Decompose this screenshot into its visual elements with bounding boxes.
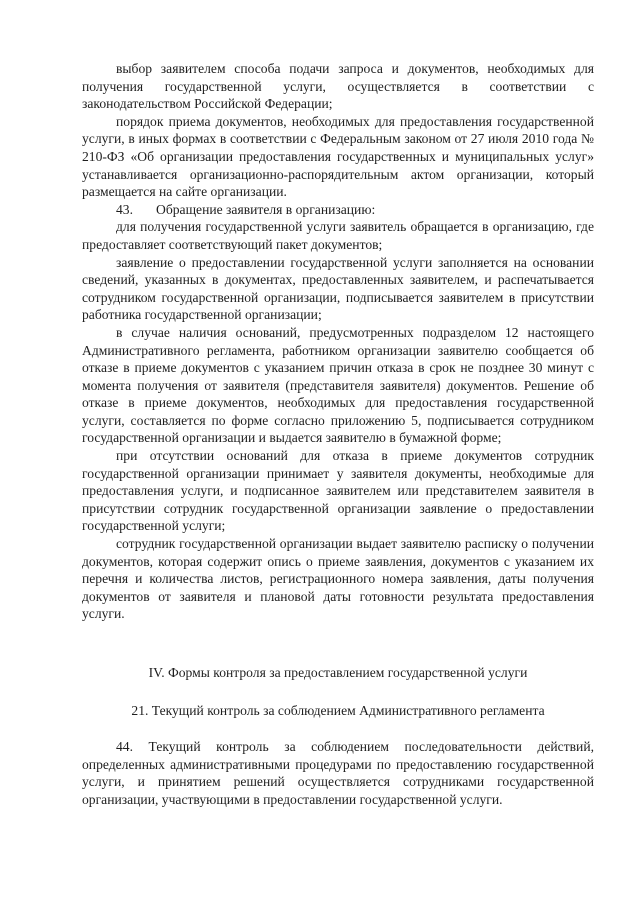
text-block-44 xyxy=(82,738,594,808)
paragraph-receipt: сотрудник государственной организации выдает заявителю расписку о получении документов, которая содержит опись о приеме заявления, документов с указанием их перечня и количества листов, регистрационного номера заявления, даты получения документов от заявителя и плановой даты готовности результата предоставления услуги. xyxy=(82,536,594,622)
paragraph-44: 44. Текущий контроль за соблюдением последовательности действий, определенных административными процедурами по предоставлению государственной услуги, и принятием решений осуществляется сотрудниками государственной организации, участвующими в предоставлении государственной услуги. xyxy=(82,739,594,807)
item-43-text: Обращение заявителя в организацию: xyxy=(156,201,376,217)
paragraph-no-grounds: при отсутствии оснований для отказа в приеме документов сотрудник государственной организации принимает у заявителя документы, необходимые для предоставления услуги, и подписанное заявителем или представителем заявителя в присутствии сотрудник государственной организации заявление о предоставлении государственной услуги; xyxy=(82,448,594,534)
paragraph-applicant-contacts: для получения государственной услуги заявитель обращается в организацию, где предоставляет соответствующий пакет документов; xyxy=(82,219,594,252)
paragraph-refusal: в случае наличия оснований, предусмотренных подразделом 12 настоящего Административного регламента, работником организации заявителю сообщается об отказе в приеме документов с указанием причин отказа в срок не позднее 30 минут с момента получения от заявителя (представителя заявителя) документов. Решение об отказе в приеме документов, необходимых для предоставления государственной услуги, составляется по форме согласно приложению 5, подписывается сотрудником государственной организации и выдается заявителю в бумажной форме; xyxy=(82,324,594,446)
paragraph-submission-method: выбор заявителем способа подачи запроса и документов, необходимых для получения государственной услуги, осуществляется в соответствии с законодательством Российской Федерации; xyxy=(82,61,594,112)
section-heading: IV. Формы контроля за предоставлением государственной услуги xyxy=(148,665,528,680)
paragraph-acceptance-procedure: порядок приема документов, необходимых для предоставления государственной услуги, в иных формах в соответствии с Федеральным законом от 27 июля 2010 года № 210-ФЗ «Об организации предоставления государственных и муниципальных услуг» устанавливается организационно-распорядительным актом организации, который размещается на сайте организации. xyxy=(82,113,594,200)
item-43 xyxy=(82,201,594,219)
paragraph-application-filled: заявление о предоставлении государственной услуги заполняется на основании сведений, указанных в документах, предоставленных заявителем, и распечатывается сотрудником государственной организации, подписывается заявителем в присутствии работника государственной организации; xyxy=(82,254,594,323)
text-block-top xyxy=(82,60,594,623)
subsection-heading: 21. Текущий контроль за соблюдением Административного регламента xyxy=(131,703,545,718)
item-43-number: 43. xyxy=(116,201,133,217)
